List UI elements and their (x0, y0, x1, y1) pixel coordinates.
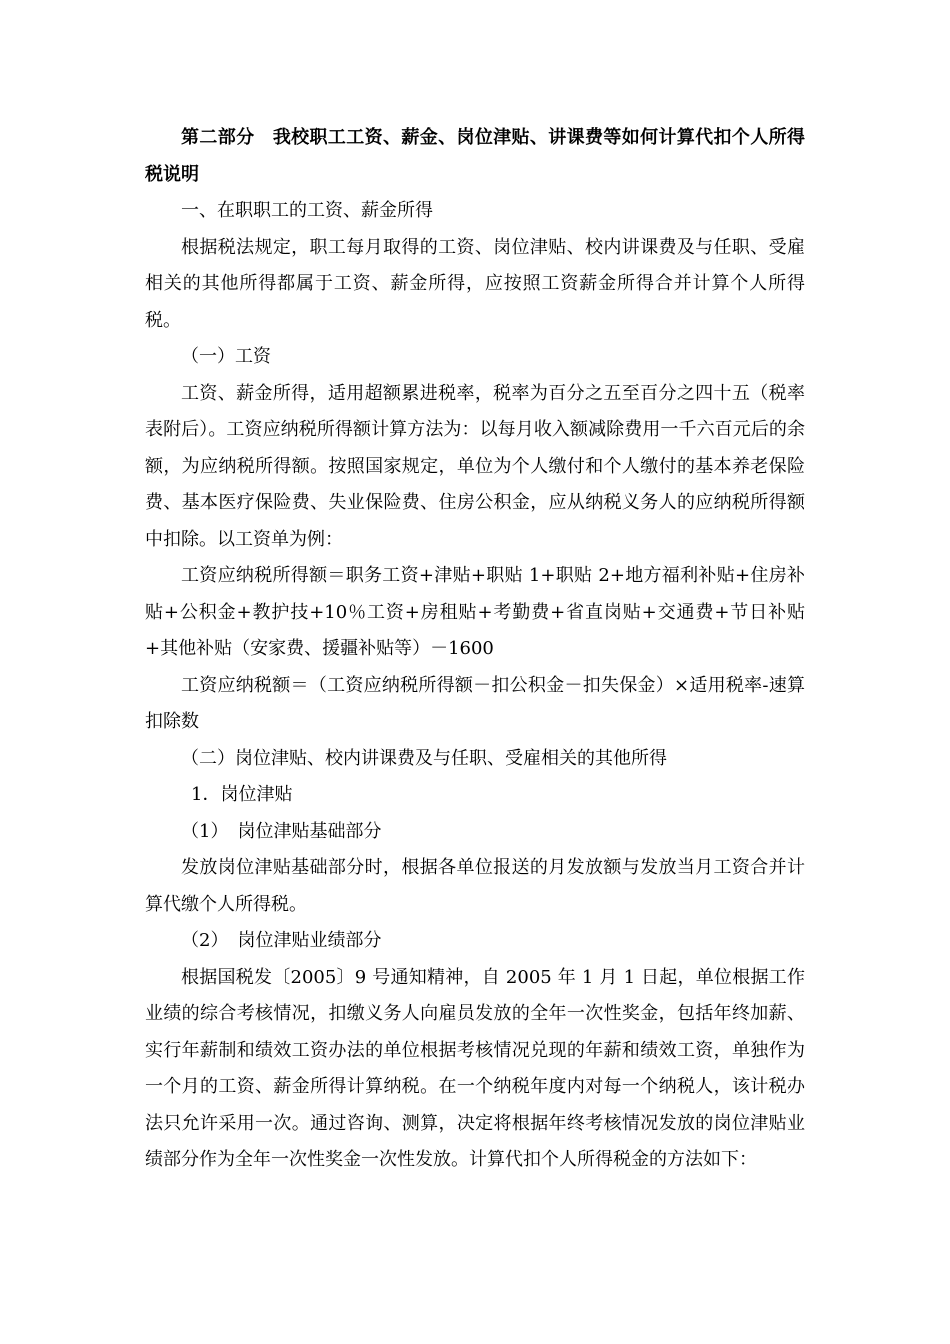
paragraph-performance-part: 根据国税发〔2005〕9 号通知精神，自 2005 年 1 月 1 日起，单位根据工作业绩的综合考核情况，扣缴义务人向雇员发放的全年一次性奖金，包括年终加薪、实行年薪制和绩效工资办法的单位根据考核情况兑现的年薪和绩效工资，单独作为一个月的工资、薪金所得计算纳税。在一个纳税年度内对每一个纳税人，该计税办法只允许采用一次。通过咨询、测算，决定将根据年终考核情况发放的岗位津贴业绩部分作为全年一次性奖金一次性发放。计算代扣个人所得税金的方法如下： (145, 966, 805, 1170)
item-heading-post-allowance: 1．岗位津贴 (191, 784, 293, 805)
document-title: 第二部分 我校职工工资、薪金、岗位津贴、讲课费等如何计算代扣个人所得税说明 (145, 127, 805, 185)
item-heading-performance-part: （2） 岗位津贴业绩部分 (181, 930, 382, 951)
paragraph-salary-method: 工资、薪金所得，适用超额累进税率，税率为百分之五至百分之四十五（税率表附后）。工资应纳税所得额计算方法为：以每月收入额减除费用一千六百元后的余额，为应纳税所得额。按照国家规定，单位为个人缴付和个人缴付的基本养老保险费、基本医疗保险费、失业保险费、住房公积金，应从纳税义务人的应纳税所得额中扣除。以工资单为例： (145, 382, 805, 550)
formula-tax-payable: 工资应纳税额＝（工资应纳税所得额－扣公积金－扣失保金）×适用税率-速算扣除数 (145, 674, 805, 732)
paragraph-tax-law: 根据税法规定，职工每月取得的工资、岗位津贴、校内讲课费及与任职、受雇相关的其他所得都属于工资、薪金所得，应按照工资薪金所得合并计算个人所得税。 (145, 236, 805, 331)
subsection-heading-allowance: （二）岗位津贴、校内讲课费及与任职、受雇相关的其他所得 (181, 747, 667, 769)
section-heading-1: 一、在职职工的工资、薪金所得 (181, 200, 433, 221)
document-body (145, 120, 805, 1179)
paragraph-basic-part: 发放岗位津贴基础部分时，根据各单位报送的月发放额与发放当月工资合并计算代缴个人所得税。 (145, 857, 805, 915)
item-heading-basic-part: （1） 岗位津贴基础部分 (181, 820, 382, 842)
subsection-heading-salary: （一）工资 (181, 346, 271, 367)
formula-taxable-income: 工资应纳税所得额＝职务工资+津贴+职贴 1+职贴 2+地方福利补贴+住房补贴+公积金+教护技+10％工资+房租贴+考勤费+省直岗贴+交通费+节日补贴+其他补贴（安家费、援疆补贴等）－1600 (145, 565, 805, 659)
